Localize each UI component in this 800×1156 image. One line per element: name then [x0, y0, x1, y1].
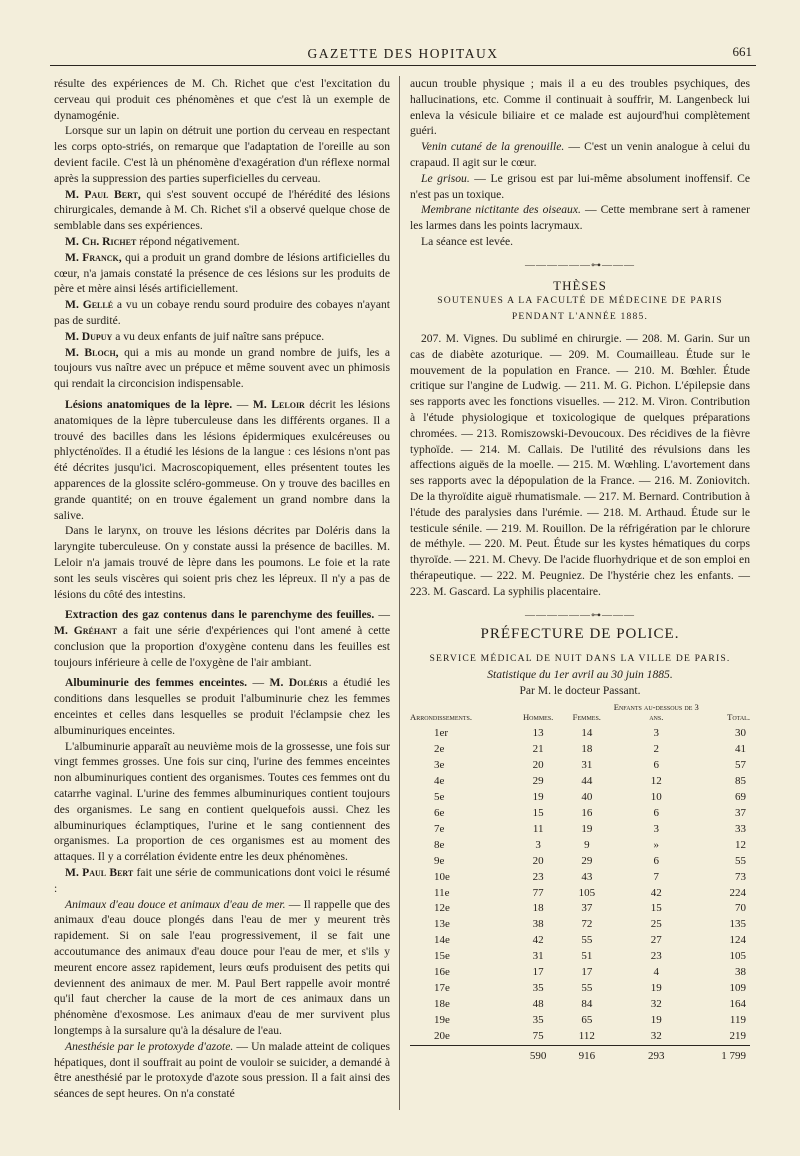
femmes-cell: 40 [581, 791, 593, 804]
ornamental-divider: ——————⊶——— [525, 259, 635, 271]
hommes-cell: 38 [532, 918, 544, 931]
total-cell: 55 [735, 854, 746, 867]
hommes-cell: 48 [532, 997, 544, 1010]
speaker-name: M. Gellé [65, 298, 114, 312]
paragraph-text: fait une série de communications dont voici le résumé : [54, 866, 390, 895]
dash: — [232, 397, 253, 411]
section-subtitle: SOUTENUES A LA FACULTÉ DE MÉDECINE DE PARIS [437, 295, 723, 307]
paragraph [54, 250, 390, 297]
paragraph-text: — Cette membrane sert à ramener les larmes dans les points lacrymaux. [410, 203, 750, 233]
arrondissement-cell: 7e [434, 822, 445, 835]
paragraph: résulte des expériences de M. Ch. Richet que c'est l'excitation du cerveau qui produit ces phénomènes et que c'est là un exemple de dynamogénie. [54, 77, 390, 122]
femmes-cell: 19 [581, 822, 593, 835]
enfants-cell: 27 [650, 934, 662, 947]
hommes-cell: 20 [532, 759, 544, 772]
totals-row [410, 1045, 750, 1064]
arrondissement-cell: 12e [434, 902, 450, 915]
paragraph [54, 397, 390, 523]
hommes-cell: 21 [532, 743, 544, 756]
enfants-cell: 6 [653, 854, 660, 867]
paragraph [410, 171, 750, 203]
paragraph-text: a vu deux enfants de juif naître sans prépuce. [112, 329, 325, 343]
subsection-title: Venin cutané de la grenouille. [421, 140, 565, 154]
subsection-title: Anesthésie par le protoxyde d'azote. [65, 1039, 234, 1053]
femmes-cell: 37 [581, 902, 593, 915]
arrondissement-cell: 16e [434, 966, 450, 979]
enfants-cell: 6 [653, 759, 660, 772]
section-subtitle: SERVICE MÉDICAL DE NUIT DANS LA VILLE DE PARIS. [429, 653, 731, 665]
total-cell: 57 [735, 759, 746, 772]
table-row [410, 806, 750, 822]
total-cell: 33 [735, 822, 746, 835]
hommes-cell: 3 [535, 838, 541, 851]
speaker-name: M. Paul Bert [65, 866, 134, 880]
arrondissement-cell: 9e [434, 854, 445, 867]
femmes-cell: 14 [581, 727, 593, 740]
enfants-cell: 25 [650, 918, 662, 931]
column-header: Enfants au-dessous de 3 ans. [613, 702, 699, 723]
author-line: Par M. le docteur Passant. [519, 683, 641, 697]
hommes-cell: 35 [532, 981, 544, 994]
paragraph-text: — Un malade atteint de coliques hépatiques, dont il souffrait au point de vouloir se suicider, a demandé à être anesthésié par le protoxyde d'azote sous pression. Il a fait ainsi des séances de sept heures. On n'a constaté [54, 1039, 390, 1101]
table-header-row [410, 702, 750, 726]
hommes-cell: 18 [532, 902, 544, 915]
section-subtitle: Statistique du 1er avril au 30 juin 1885. [487, 667, 673, 681]
total-cell: 135 [729, 918, 746, 931]
femmes-cell: 16 [581, 807, 593, 820]
arrondissement-cell: 13e [434, 918, 450, 931]
hommes-cell: 42 [532, 934, 544, 947]
femmes-cell: 44 [581, 775, 593, 788]
hommes-cell: 15 [532, 807, 544, 820]
header-rule [50, 65, 756, 66]
enfants-cell: 3 [653, 822, 660, 835]
section-heading: Extraction des gaz contenus dans le parenchyme des feuilles. [65, 608, 375, 622]
journal-title: GAZETTE DES HOPITAUX [307, 46, 499, 61]
enfants-cell: 293 [610, 1045, 702, 1064]
table-row [410, 933, 750, 949]
table-body [410, 726, 750, 1064]
paragraph [54, 297, 390, 329]
arrondissement-cell [410, 1045, 513, 1064]
total-cell: 124 [729, 934, 746, 947]
total-cell: 219 [729, 1029, 746, 1042]
femmes-cell: 17 [581, 966, 593, 979]
femmes-cell: 112 [578, 1029, 595, 1042]
total-cell: 30 [735, 727, 746, 740]
section-heading: Albuminurie des femmes enceintes. [65, 676, 248, 690]
femmes-cell: 18 [581, 743, 593, 756]
hommes-cell: 77 [532, 886, 544, 899]
arrondissement-cell: 4e [434, 775, 445, 788]
femmes-cell: 51 [581, 950, 593, 963]
table-row [410, 870, 750, 886]
column-header: Femmes. [572, 712, 601, 723]
paragraph [54, 1039, 390, 1102]
paragraph [54, 329, 390, 345]
femmes-cell: 31 [581, 759, 593, 772]
paragraph-text: qui a produit un grand dombre de lésions artificielles du cœur, n'a jamais constaté la présence de ces lésions sur les produits de père et mère ainsi lésés artificiellement. [54, 250, 390, 296]
table-row [410, 949, 750, 965]
paragraph [54, 865, 390, 897]
speaker-name: M. Dupuy [65, 329, 113, 343]
subsection-title: Membrane nictitante des oiseaux. [421, 203, 581, 217]
total-cell: 164 [729, 997, 746, 1010]
paragraph [54, 897, 390, 1039]
subsection-title: Le grisou. [421, 171, 470, 185]
section-title: PRÉFECTURE DE POLICE. [480, 626, 680, 643]
total-cell: 85 [735, 775, 746, 788]
hommes-cell: 35 [532, 1013, 544, 1026]
femmes-cell: 84 [581, 997, 593, 1010]
hommes-cell: 11 [532, 822, 544, 835]
arrondissement-cell: 14e [434, 934, 450, 947]
total-cell: 69 [735, 791, 746, 804]
subsection-title: Animaux d'eau douce et animaux d'eau de mer. [65, 897, 286, 911]
ornamental-divider: ——————⊶——— [525, 609, 635, 621]
paragraph [54, 234, 390, 250]
speaker-name: M. Franck, [65, 250, 122, 264]
enfants-cell: 19 [650, 1013, 662, 1026]
femmes-cell: 55 [581, 981, 593, 994]
hommes-cell: 17 [532, 966, 544, 979]
total-cell: 119 [729, 1013, 746, 1026]
enfants-cell: 6 [653, 807, 660, 820]
arrondissement-cell: 1er [434, 727, 449, 740]
femmes-cell: 55 [581, 934, 593, 947]
enfants-cell: 12 [650, 775, 662, 788]
femmes-cell: 43 [581, 870, 593, 883]
femmes-cell: 916 [563, 1045, 610, 1064]
paragraph-text: a étudié les conditions dans lesquelles se produit l'albuminurie chez les femmes enceintes et celles dans lesquelles se produit l'éclampsie chez les albuminuriques enceintes. [54, 676, 391, 737]
arrondissement-cell: 17e [434, 981, 450, 994]
hommes-cell: 590 [513, 1045, 563, 1064]
paragraph [54, 345, 390, 392]
page-number: 661 [732, 44, 752, 59]
paragraph-text: qui s'est souvent occupé de l'hérédité des lésions chirurgicales, demande à M. Ch. Richet s'il a observé quelque chose de semblable dans ses expériences. [54, 187, 390, 233]
hommes-cell: 13 [532, 727, 544, 740]
table-row [410, 997, 750, 1013]
total-cell: 224 [729, 886, 746, 899]
section-heading: Lésions anatomiques de la lèpre. [65, 397, 233, 411]
table-row [410, 1029, 750, 1045]
femmes-cell: 72 [581, 918, 593, 931]
paragraph [54, 607, 390, 670]
enfants-cell: » [653, 838, 660, 851]
enfants-cell: 10 [650, 791, 662, 804]
paragraph-text: a fait une série d'expériences qui l'ont amené à cette conclusion que la proportion d'oxygène contenu dans les feuilles est toujours inférieure à celle de l'oxygène de l'air ambiant. [54, 624, 390, 669]
arrondissement-cell: 10e [434, 870, 450, 883]
paragraph [410, 202, 750, 234]
femmes-cell: 105 [578, 886, 596, 899]
arrondissement-cell: 11e [434, 886, 450, 899]
table-row [410, 981, 750, 997]
arrondissement-cell: 3e [434, 759, 445, 772]
table-row [410, 886, 750, 902]
paragraph-text: décrit les lésions anatomiques de la lèpre tuberculeuse dans les différents organes. Il a trouvé des bacilles dans les lésions épidermiques exulcéreuses ou phlycténoïdes. Il a étudié les lésions de la langue : ces lésions n'ont pas été décrites jusqu'ici. Macroscopiquement, elles présentent toutes les apparences de la glossite scléro-gommeuse. On y trouve des bacilles en grande quantité; on en trouve également un grand nombre dans la salive. [54, 397, 391, 522]
total-cell: 73 [735, 870, 746, 883]
hommes-cell: 23 [532, 870, 544, 883]
table-row [410, 965, 750, 981]
theses-list: 207. M. Vignes. Du sublimé en chirurgie. — 208. M. Garin. Sur un cas de diabète azoturique. — 209. M. Coumailleau. Étude sur le mouvement de la population en France. — 210. M. Bœhler. Étude critique sur l'angine de Ludwig. — 211. M. G. Pichon. L'épilepsie dans ses rapports avec les fonctions visuelles. — 212. M. Viron. Contribution à l'étude physiologique et toxicologique de quelques préparations chromées. — 213. Romiszowski-Devoucoux. Des récidives de la fièvre typhoïde. — 214. M. Callais. De l'utilité des révulsions dans les affections aiguës de la moelle. — 215. M. Wœhling. L'avortement dans ses rapports avec la dépopulation de la France. — 216. M. Zoniovitch. De la thyroïdite aiguë rhumatismale. — 217. M. Bernard. Contribution à l'étude des paralysies dans l'urémie. — 218. M. Arthaud. Étude sur le testicule sénile. — 219. M. Rouillon. De la réfrigération par le chlorure de méthyle. — 220. M. Peut. Étude sur les kystes hématiques du corps thyroïde. — 221. M. Chevy. De l'acide fluorhydrique et de son emploi en thérapeutique. — 222. M. Peugniez. De l'hystérie chez les enfants. — 223. M. Gascard. La syphilis placentaire. [410, 331, 750, 598]
paragraph: Lorsque sur un lapin on détruit une portion du cerveau en respectant les corps opto-striés, on remarque que l'adaptation de l'oreille au son devient facile. C'est là un phénomène d'exagération d'un réflexe normal après la suppression des parties superficielles du cerveau. [54, 124, 390, 185]
paragraph-text: — Le grisou est par lui-même absolument inoffensif. Ce n'est pas un toxique. [410, 171, 750, 201]
paragraph-text: — Il rappelle que des animaux d'eau douce plongés dans l'eau de mer y meurent très rapidement. Si on sale l'eau progressivement, il se fait une accoutumance des animaux d'eau douce pour l'eau de mer, et s'ils y meurent encore assez rapidement, leurs œufs produisent des petits qui deviennent des animaux de mer. M. Paul Bert rappelle avoir montré qu'il faut chercher la cause de la mort de ces animaux dans un phénomène d'exosmose. Les animaux d'eau de mer survivent plus longtemps à la sursalure qu'à la désalure de l'eau. [54, 897, 390, 1038]
table-row [410, 1013, 750, 1029]
hommes-cell: 29 [532, 775, 544, 788]
dash: — [374, 608, 390, 622]
enfants-cell: 4 [653, 966, 660, 979]
hommes-cell: 31 [532, 950, 544, 963]
table-row [410, 854, 750, 870]
total-cell: 109 [729, 981, 746, 994]
paragraph: aucun trouble physique ; mais il a eu des troubles psychiques, des hallucinations, etc. Comme il continuait à souffrir, M. Langenbeck lui enleva la vésicule biliaire et ce malade est aujourd'hui complètement guéri. [410, 77, 750, 138]
total-cell: 41 [735, 743, 746, 756]
speaker-name: M. Paul Bert, [65, 187, 141, 201]
paragraph [54, 187, 390, 234]
paragraph [54, 675, 390, 738]
enfants-cell: 42 [650, 886, 662, 899]
column-header: Arrondissements. [410, 712, 473, 723]
hommes-cell: 20 [532, 854, 544, 867]
statistics-table [410, 702, 750, 1064]
table-row [410, 917, 750, 933]
table-row [410, 822, 750, 838]
arrondissement-cell: 15e [434, 950, 450, 963]
table-row [410, 742, 750, 758]
table-row [410, 790, 750, 806]
total-cell: 12 [735, 838, 746, 851]
speaker-name: M. Ch. Richet [65, 234, 137, 248]
table-row [410, 774, 750, 790]
column-header: Total. [727, 712, 750, 723]
femmes-cell: 9 [584, 838, 590, 851]
arrondissement-cell: 2e [434, 743, 445, 756]
total-cell: 70 [735, 902, 746, 915]
table-row [410, 758, 750, 774]
hommes-cell: 75 [532, 1029, 544, 1042]
arrondissement-cell: 6e [434, 807, 445, 820]
arrondissement-cell: 19e [434, 1013, 450, 1026]
speaker-name: M. Gréhant [54, 624, 117, 638]
paragraph-text: a vu un cobaye rendu sourd produire des cobayes n'ayant pas de surdité. [54, 298, 390, 327]
total-cell: 38 [735, 966, 746, 979]
total-cell: 105 [729, 950, 746, 963]
speaker-name: M. Bloch, [65, 345, 119, 359]
section-subtitle: PENDANT L'ANNÉE 1885. [511, 311, 649, 323]
table-row [410, 838, 750, 854]
paragraph: La séance est levée. [421, 234, 514, 248]
enfants-cell: 23 [650, 950, 662, 963]
dash: — [247, 676, 270, 690]
enfants-cell: 19 [650, 981, 662, 994]
right-column [410, 76, 750, 1065]
speaker-name: M. Leloir [252, 397, 305, 411]
enfants-cell: 2 [653, 743, 660, 756]
paragraph: Dans le larynx, on trouve les lésions décrites par Doléris dans la laryngite tuberculeuse. On y constate aussi la présence de bacilles. M. Leloir n'a jamais trouvé de lèpre dans les poumons. Le foie et la rate sont les seuls viscères qui soient pris chez les lépreux. Il n'y a pas de lésions du côté des intestins. [54, 524, 390, 601]
column-header: Hommes. [522, 712, 554, 723]
page-header [50, 42, 756, 66]
total-cell: 37 [735, 807, 746, 820]
column-divider [399, 76, 400, 1110]
left-column [54, 76, 390, 1102]
table-row [410, 901, 750, 917]
enfants-cell: 32 [650, 997, 662, 1010]
arrondissement-cell: 8e [434, 838, 445, 851]
speaker-name: M. Doléris [269, 676, 328, 690]
paragraph-text: — C'est un venin analogue à celui du crapaud. Il agit sur le cœur. [410, 140, 751, 169]
paragraph-text: répond négativement. [136, 234, 240, 248]
enfants-cell: 32 [650, 1029, 662, 1042]
femmes-cell: 29 [581, 854, 593, 867]
table-row [410, 726, 750, 742]
section-title: THÈSES [553, 277, 607, 293]
hommes-cell: 19 [532, 791, 544, 804]
enfants-cell: 7 [653, 870, 660, 883]
arrondissement-cell: 5e [434, 791, 445, 804]
paragraph: L'albuminurie apparaît au neuvième mois de la grossesse, une fois sur vingt femmes grosses. Une fois sur cinq, l'urine des femmes enceintes non albuminuriques contient des organismes. Toutes ces femmes ont du catarrhe vaginal. L'urine des femmes albuminuriques contient toujours des organismes. Le sang en contient quelquefois aussi. Chez les albuminuriques éclamptiques, l'urine et le sang contiennent des organismes. La proportion de ces organismes est au moment des attaques. Il y a corrélation évidente entre les deux phénomènes. [54, 739, 390, 864]
enfants-cell: 3 [653, 727, 660, 740]
paragraph-text: qui a mis au monde un grand nombre de juifs, les a toujours vus naître avec un prépuce et même souvent avec un phimosis qui rendait la circoncision indispensable. [54, 345, 390, 391]
total-cell: 1 799 [702, 1045, 750, 1064]
enfants-cell: 15 [650, 902, 662, 915]
arrondissement-cell: 20e [434, 1029, 450, 1042]
femmes-cell: 65 [581, 1013, 593, 1026]
paragraph [410, 139, 750, 171]
arrondissement-cell: 18e [434, 997, 450, 1010]
